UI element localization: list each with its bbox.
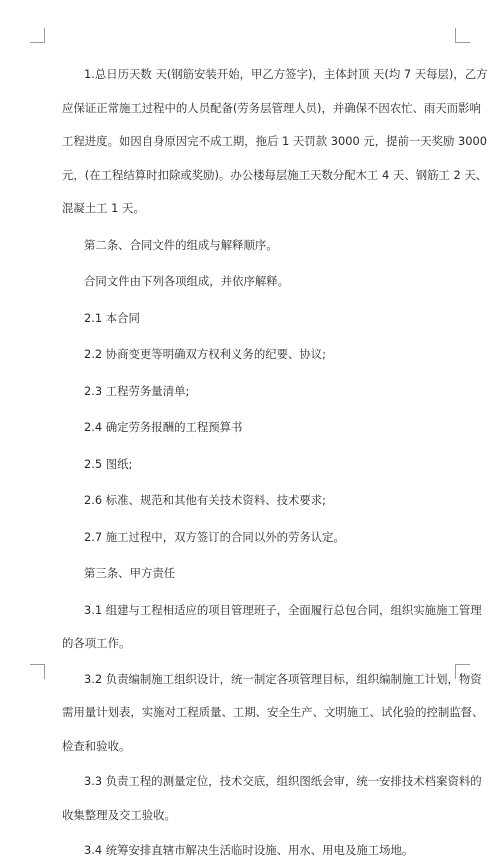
clause-line: 需用量计划表，实施对工程质量、工期、安全生产、文明施工、试化验的控制监督、 bbox=[62, 705, 484, 719]
crop-mark-bottom-left bbox=[30, 664, 45, 679]
list-item: 2.6 标准、规范和其他有关技术资料、技术要求; bbox=[84, 493, 326, 507]
section-heading: 第三条、甲方责任 bbox=[84, 566, 176, 580]
paragraph-line: 合同文件由下列各项组成，并依序解释。 bbox=[84, 274, 290, 288]
clause-line: 收集整理及交工验收。 bbox=[62, 807, 176, 822]
list-item: 2.2 协商变更等明确双方权利义务的纪要、协议; bbox=[84, 347, 326, 361]
paragraph-line: 元，(在工程结算时扣除或奖励)。办公楼每层施工天数分配木工 4 天、钢筋工 2 天、 bbox=[62, 167, 488, 182]
list-item: 2.5 图纸; bbox=[84, 456, 133, 471]
crop-mark-top-left bbox=[30, 28, 45, 43]
clause-line: 3.4 统筹安排直辖市解决生活临时设施、用水、用电及施工场地。 bbox=[84, 843, 414, 857]
list-item: 2.1 本合同 bbox=[84, 310, 140, 325]
clause-line: 3.2 负责编制施工组织设计，统一制定各项管理目标，组织编制施工计划，物资 bbox=[84, 671, 482, 686]
paragraph-line: 混凝土工 1 天。 bbox=[62, 201, 145, 215]
crop-mark-top-right bbox=[455, 28, 470, 43]
clause-line: 3.3 负责工程的测量定位，技术交底，组织图纸会审，统一安排技术档案资料的 bbox=[84, 774, 482, 788]
paragraph-line: 1.总日历天数 天(钢筋安装开始，甲乙方签字)，主体封顶 天(均 7 天每层)，乙方 bbox=[84, 67, 488, 81]
list-item: 2.4 确定劳务报酬的工程预算书 bbox=[84, 420, 243, 434]
paragraph-line: 工程进度。如因自身原因完不成工期，拖后 1 天罚款 3000 元，提前一天奖励 3000 bbox=[62, 134, 488, 148]
document-body bbox=[62, 64, 488, 862]
clause-line: 的各项工作。 bbox=[62, 636, 131, 650]
clause-line: 3.1 组建与工程相适应的项目管理班子，全面履行总包合同，组织实施施工管理 bbox=[84, 602, 482, 617]
section-heading: 第二条、合同文件的组成与解释顺序。 bbox=[84, 237, 278, 252]
list-item: 2.3 工程劳务量清单; bbox=[84, 383, 190, 398]
clause-line: 检查和验收。 bbox=[62, 738, 131, 753]
paragraph-line: 应保证正常施工过程中的人员配备(劳务层管理人员)，并确保不因农忙、雨天而影响 bbox=[62, 100, 481, 115]
list-item: 2.7 施工过程中，双方签订的合同以外的劳务认定。 bbox=[84, 529, 345, 544]
